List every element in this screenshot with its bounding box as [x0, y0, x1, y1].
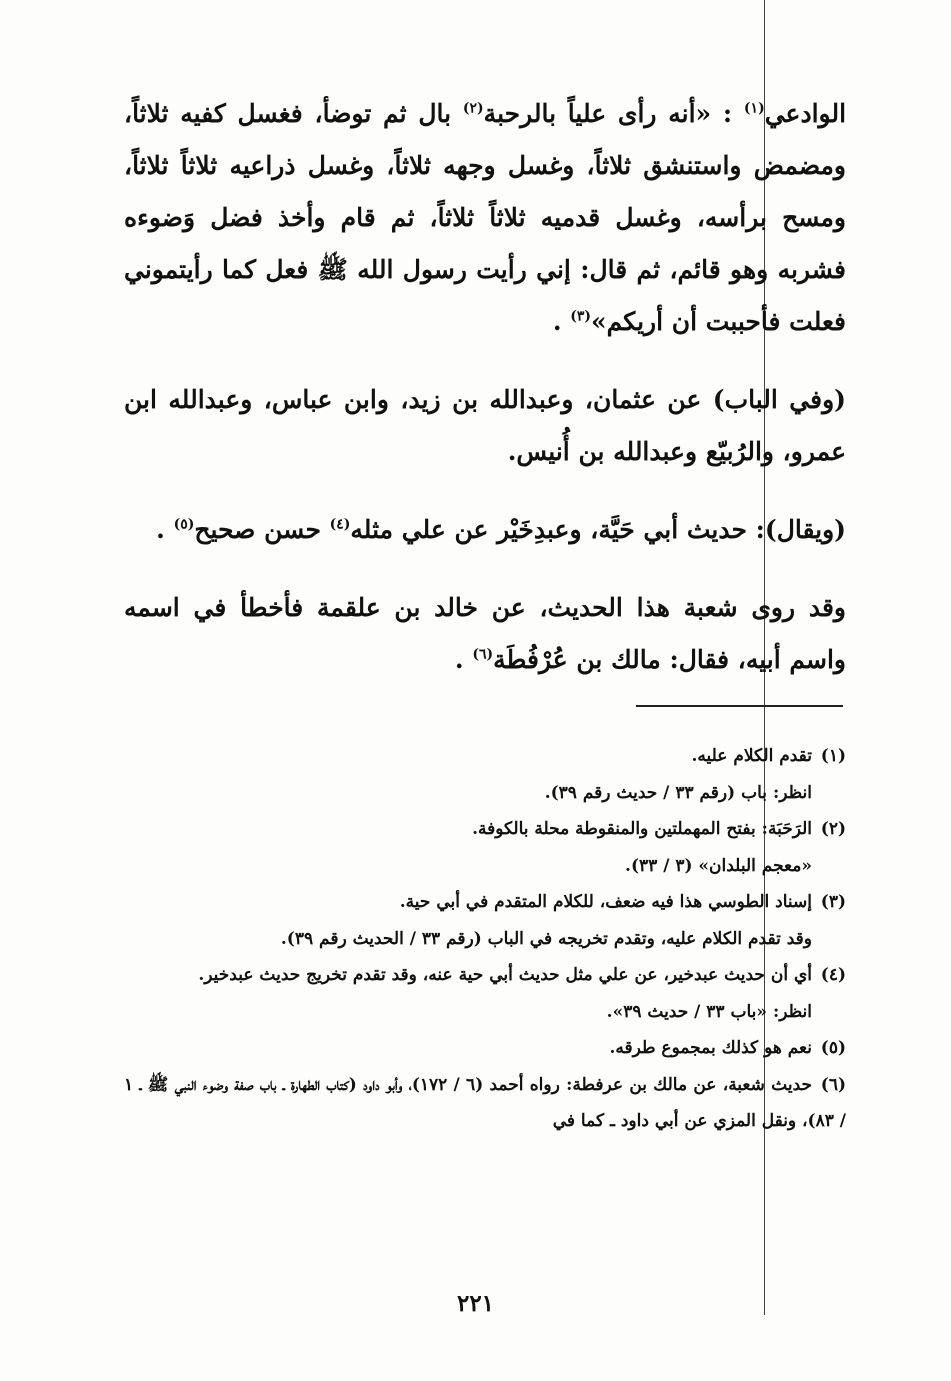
footnote-number: (٦) — [820, 1074, 847, 1095]
main-text — [124, 88, 846, 712]
footnote-3: (٣)إسناد الطوسي هذا فيه ضعف، للكلام المتقدم في أبي حية. — [124, 884, 846, 921]
footnote-number: (٤) — [820, 965, 846, 985]
footnote-ref-4[interactable]: (٤) — [329, 516, 351, 533]
footnote-4-continuation: انظر: «باب ٣٣ / حديث ٣٩». — [606, 1001, 812, 1022]
footnote-1: (١)تقدم الكلام عليه. — [124, 738, 846, 775]
footnote-ref-6[interactable]: (٦) — [472, 646, 494, 663]
footnote-1-continuation: انظر: باب (رقم ٣٣ / حديث رقم ٣٩). — [544, 782, 812, 803]
footnote-ref-2[interactable]: (٢) — [462, 100, 484, 117]
footnote-3-continuation: وقد تقدم الكلام عليه، وتقدم تخريجه في الباب (رقم ٣٣ / الحديث رقم ٣٩). — [280, 928, 812, 949]
footnote-5: (٥)نعم هو كذلك بمجموع طرقه. — [124, 1030, 846, 1067]
footnote-2-continuation: «معجم البلدان» (٣ / ٣٣). — [625, 855, 812, 876]
footnote-ref-3[interactable]: (٣) — [570, 308, 592, 325]
paragraph-4: وقد روى شعبة هذا الحديث، عن خالد بن علقمة فأخطأ في اسمه واسم أبيه، فقال: مالك بن عُرْفُطَة$^{(٦)}$ . — [124, 593, 846, 674]
paragraph-1: الوادعي$^{(١)}$ : «أنه رأى علياً بالرحبة$^{(٢)}$ بال ثم توضأ، فغسل كفيه ثلاثاً، ومضمض واستنشق ثلاثاً، وغسل وجهه ثلاثاً، وغسل ذراعيه ثلاثاً ثلاثاً، ومسح برأسه، وغسل قدميه ثلاثاً ثلاثاً، ثم قام وأخذ فضل وَضوءه فشربه وهو قائم، ثم قال: إني رأيت رسول الله ﷺ فعل كما رأيتموني فعلت فأحببت أن أريكم»$^{(٣)}$ . — [124, 99, 847, 336]
footnote-ref-1[interactable]: (١) — [743, 100, 765, 117]
footnote-ref-5[interactable]: (٥) — [173, 516, 195, 533]
footnote-number: (٥) — [820, 1038, 846, 1058]
footnote-6: (٦)حديث شعبة، عن مالك بن عرفطة: رواه أحمد (٦ / ١٧٢)، وأبو داود (كتاب الطهارة ـ باب صفة وضوء النبي ﷺ ـ ١ / ٨٣)، ونقل المزي عن أبي داود ـ كما في — [124, 1067, 846, 1140]
footnote-4: (٤)أي أن حديث عبدخير، عن علي مثل حديث أبي حية عنه، وقد تقدم تخريج حديث عبدخير. — [124, 957, 846, 994]
paragraph-2: (وفي الباب) عن عثمان، وعبدالله بن زيد، وابن عباس، وعبدالله ابن عمرو، والرُبيّع وعبدالله بن أُنيس. — [124, 385, 846, 466]
footnote-number: (٢) — [820, 819, 846, 839]
paragraph-3: (ويقال): حديث أبي حَيَّة، وعبدِخَيْر عن علي مثله$^{(٤)}$ حسن صحيح$^{(٥)}$ . — [156, 515, 846, 544]
footnote-2: (٢)الرَحَبَة: بفتح المهملتين والمنقوطة محلة بالكوفة. — [124, 811, 846, 848]
footnote-number: (١) — [820, 746, 846, 766]
page-number: ٢٢١ — [456, 1290, 495, 1317]
footnote-number: (٣) — [820, 892, 846, 912]
footnotes — [124, 738, 846, 1140]
footnote-separator — [636, 705, 843, 707]
